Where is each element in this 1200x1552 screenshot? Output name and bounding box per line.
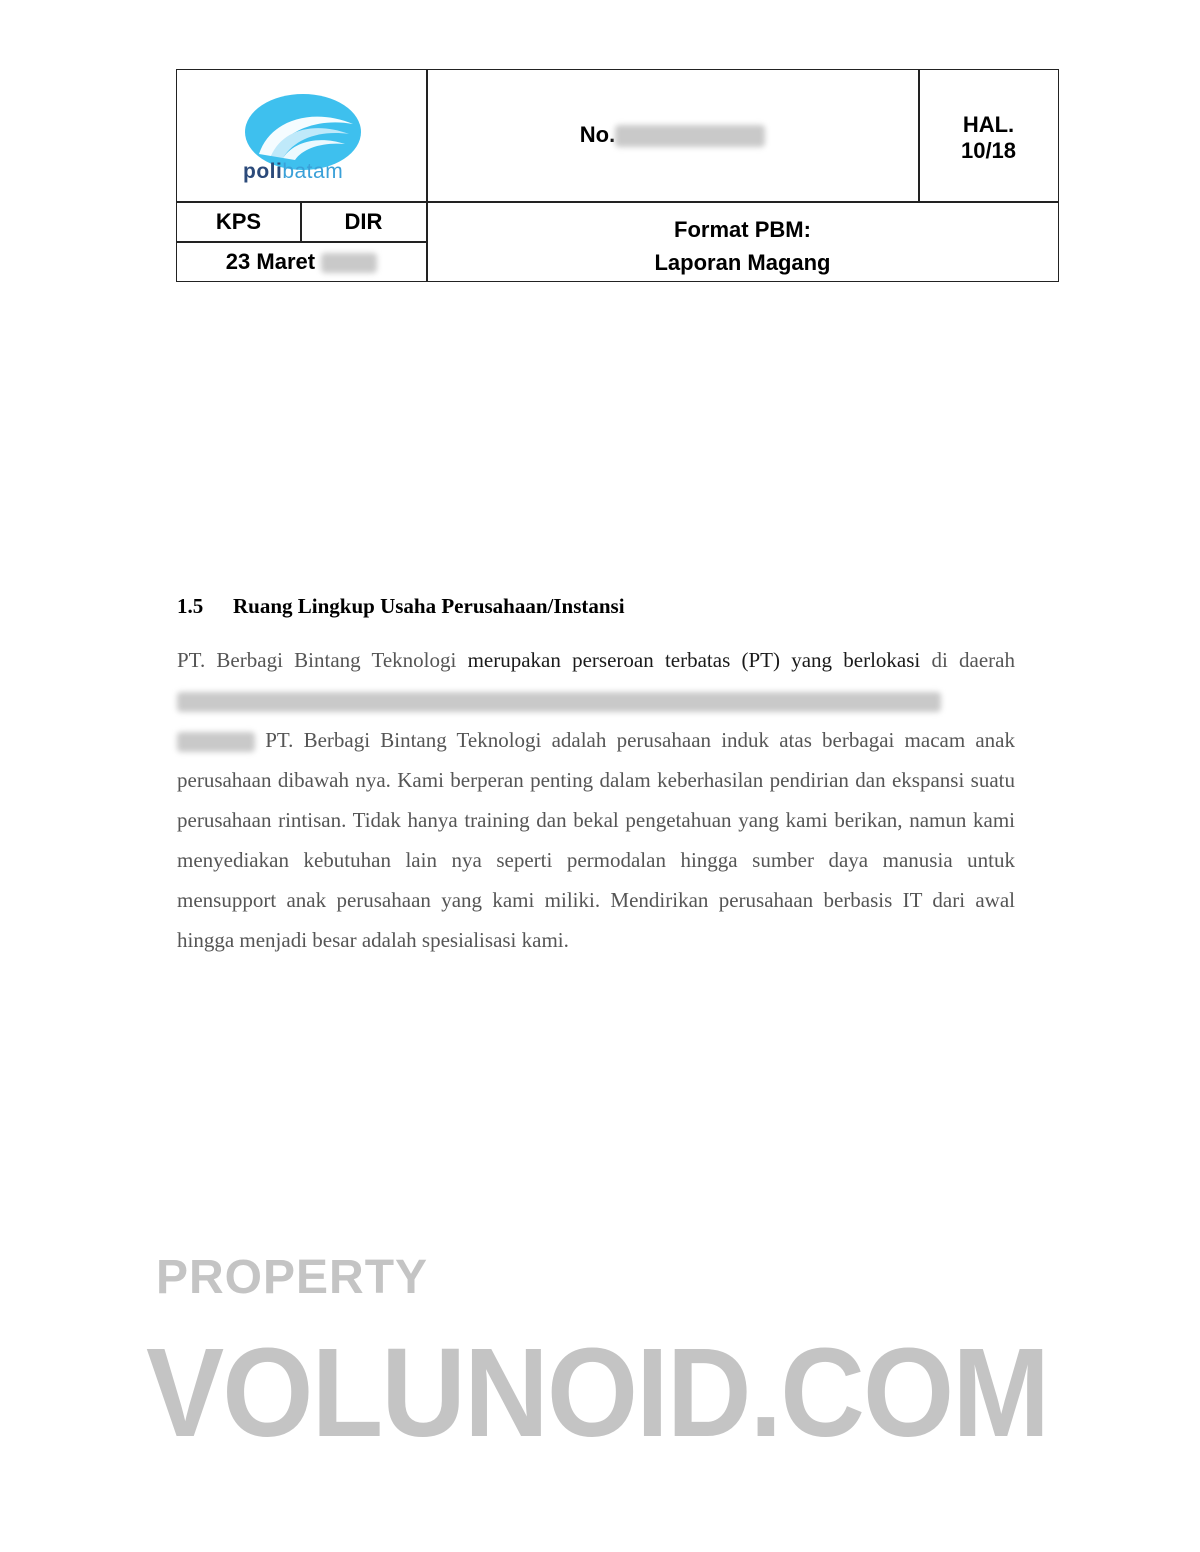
section-paragraph xyxy=(177,640,1015,960)
section-heading xyxy=(177,594,625,619)
watermark-line-2: VOLUNOID.COM xyxy=(146,1322,1049,1463)
document-header-table xyxy=(176,69,1059,282)
redacted-postal-code xyxy=(177,732,255,752)
format-line-2: Laporan Magang xyxy=(654,250,831,275)
kps-label: KPS xyxy=(215,209,262,234)
logo-wordmark xyxy=(243,160,343,184)
format-line-1: Format PBM: xyxy=(674,217,811,242)
paragraph-text-main: PT. Berbagi Bintang Teknologi adalah perusahaan induk atas berbagai macam anak perusahaan dibawah nya. Kami berperan penting dalam keberhasilan pendirian dan ekspansi suatu perusahaan rintisan. Tidak hanya training dan bekal pengetahuan yang kami berikan, namun kami menyediakan kebutuhan lain nya seperti permodalan hingga sumber daya manusia untuk mensupport anak perusahaan yang kami miliki. Mendirikan perusahaan berbasis IT dari awal hingga menjadi besar adalah spesialisasi kami. xyxy=(177,728,1015,952)
page-number: 10/18 xyxy=(960,138,1017,163)
divider xyxy=(177,201,1058,203)
divider xyxy=(177,241,427,243)
dir-label: DIR xyxy=(344,209,383,234)
format-title xyxy=(427,213,1058,279)
doc-number xyxy=(427,122,918,148)
logo-text-batam: batam xyxy=(282,160,344,183)
section-number: 1.5 xyxy=(177,594,204,618)
page-label: HAL. xyxy=(962,112,1015,137)
redacted-year xyxy=(321,253,377,273)
date-text: 23 Maret xyxy=(225,249,316,274)
logo-text-poli: poli xyxy=(243,160,283,183)
page-indicator xyxy=(919,112,1058,164)
section-title: Ruang Lingkup Usaha Perusahaan/Instansi xyxy=(233,594,625,618)
watermark-line-1: PROPERTY xyxy=(156,1251,429,1304)
doc-number-label: No. xyxy=(579,122,616,147)
paragraph-company-name: PT. Berbagi Bintang Teknologi xyxy=(177,648,457,672)
redacted-address xyxy=(177,692,941,712)
document-date xyxy=(177,249,426,275)
redacted-doc-number xyxy=(615,125,765,147)
paragraph-text-location: di daerah xyxy=(931,648,1015,672)
paragraph-text-dark: merupakan perseroan terbatas (PT) yang berlokasi xyxy=(467,648,921,672)
